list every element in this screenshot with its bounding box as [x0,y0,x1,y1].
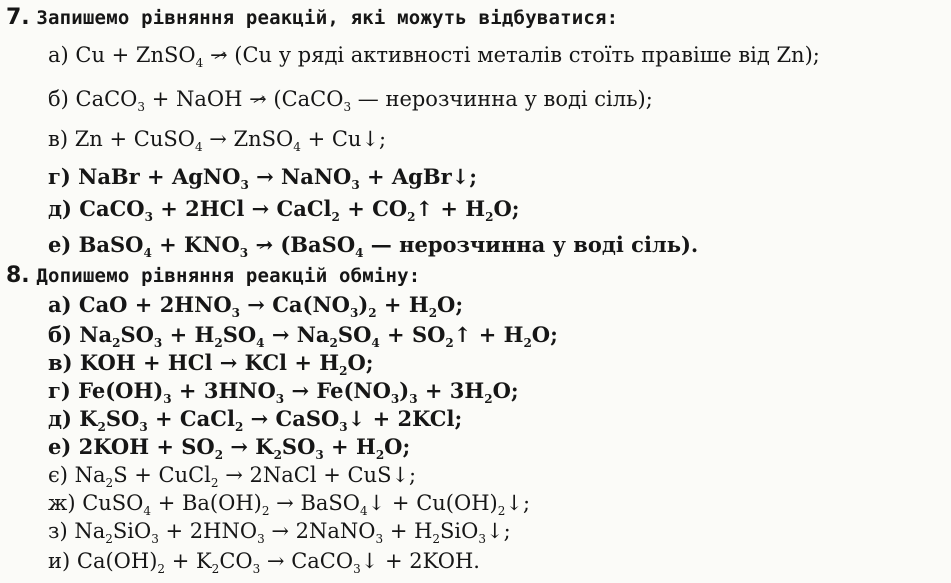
task-7-item-g: г) NaBr + AgNO$_3$ → NaNO$_3$ + AgBr↓; [48,164,478,192]
task-8-item-d: д) $K_2SO_3$ + CaCl$_2$ → CaSO$_3$↓ + 2KCl; [48,406,463,434]
task-7-item-d: д) CaCO$_3$ + 2HCl → CaCl$_2$ + $CO_2↑ + H_2O$; [48,196,520,224]
item-label: г) [48,164,71,189]
no-reaction-arrow: → [255,232,274,257]
task-8-item-a: а) CaO + $2HNO_3 \to Ca(NO_3)_2 + H_2O$; [48,292,464,320]
item-label: е) [48,232,72,257]
item-label: е) [48,434,72,459]
task-8-item-ye: є) $Na_2S$ + CuCl$_2$ → 2NaCl + CuS↓; [48,463,417,490]
item-label: а) [48,292,72,317]
task-7-item-e: е) BaSO$_4$ + $KNO_3$ → (BaSO$_4$ — нерозчинна у воді сіль). [48,232,699,260]
task-8-item-z: з) $Na_2SiO_3 + 2HNO_3$ → 2NaNO$_3$ + $H_2SiO_3↓$; [48,519,511,546]
task-7-title: Запишемо рівняння реакцій, які можуть відбуватися: [36,7,619,29]
task-7-number: 7. [6,5,30,30]
task-7-item-v: в) Zn + CuSO$_4$ → ZnSO$_4$ + Cu↓; [48,127,387,154]
item-label: з) [48,519,68,543]
task-8-number: 8. [6,263,30,288]
task-7-heading [6,4,618,31]
task-8-item-e: е) $2KOH + SO_2 \to K_2SO_3 + H_2O$; [48,434,411,462]
task-8-item-zh: ж) CuSO$_4$ + $Ba(OH)_2$ → BaSO$_4$↓ + $Cu(OH)_2↓$; [48,491,531,518]
task-8-item-y: и) $Ca(OH)_2 + K_2CO_3$ → CaCO$_3$↓ + 2KOH. [48,549,480,576]
item-label: и) [48,549,71,573]
task-8-item-b: б) $Na_2SO_3 + H_2SO_4 \to Na_2SO_4$ + $SO_2↑ + H_2O$; [48,322,558,350]
item-label: д) [48,406,72,431]
task-8-item-v: в) KOH + HCl → KCl + $H_2O$; [48,350,374,378]
task-7-item-a: а) Cu + ZnSO$_4$ → (Cu у ряді активності металів стоїть правіше від Zn); [48,43,820,70]
task-7-item-b: б) CaCO$_3$ + NaOH → (CaCO$_3$ — нерозчинна у воді сіль); [48,87,653,114]
item-label: є) [48,463,68,487]
item-label: г) [48,378,71,403]
item-label: а) [48,43,69,67]
no-reaction-arrow: → [249,87,267,111]
task-8-title: Допишемо рівняння реакцій обміну: [36,265,421,287]
item-label: в) [48,350,73,375]
no-reaction-arrow: → [209,43,228,67]
item-label: б) [48,322,72,347]
item-label: в) [48,127,69,151]
item-label: д) [48,196,72,221]
item-note: (Cu у ряді активності металів стоїть правіше від Zn); [234,43,820,67]
task-8-item-g: г) $Fe(OH)_3 + 3HNO_3 \to Fe(NO_3)_3 + 3H_2O$; [48,378,519,406]
task-8-heading [6,262,420,289]
item-label: ж) [48,491,76,515]
item-label: б) [48,87,69,111]
